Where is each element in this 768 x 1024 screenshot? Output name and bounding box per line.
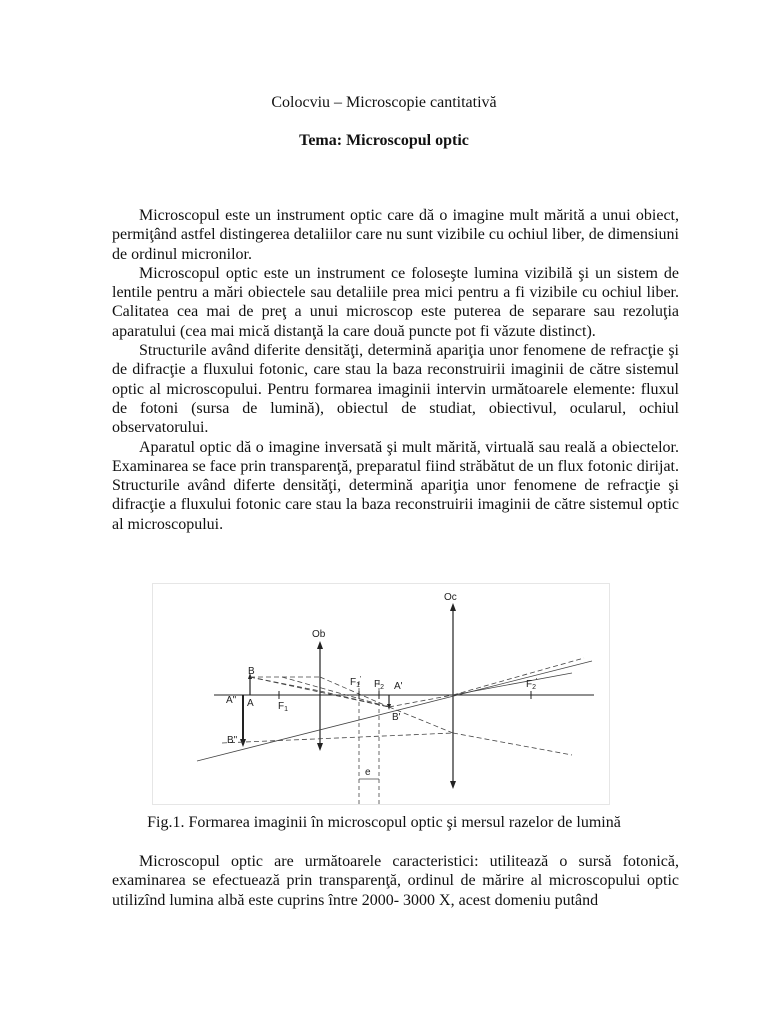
body-text-continued <box>112 852 679 910</box>
course-title: Colocviu – Microscopie cantitativă <box>271 94 497 111</box>
paragraph: Microscopul este un instrument optic care dă o imagine mult mărită a unui obiect, permiţând astfel distingerea detaliilor care nu sunt vizibile cu ochiul liber, de dimensiuni de ordinul micronilor. <box>112 207 679 263</box>
label-f1: $F_1$ <box>278 701 289 713</box>
figure-caption: Fig.1. Formarea imaginii în microscopul optic şi mersul razelor de lumină <box>147 814 621 831</box>
objective-arrow-top <box>317 641 323 649</box>
ray <box>250 677 320 691</box>
ray <box>453 658 584 695</box>
objective-arrow-bottom <box>317 743 323 751</box>
label-ob: Ob <box>312 629 326 640</box>
ray <box>389 695 453 707</box>
figure-frame <box>153 584 610 805</box>
paragraph: Structurile având diferite densităţi, determină apariţia unor fenomene de refracţie şi de difracţie a fluxului fotonic, care stau la baza reconstruirii imaginii de către sistemul optic al microscopului. Pentru formarea imaginii intervin următoarele elemente: fluxul de fotoni (sursa de lumină), obiectul de studiat, obiectivul, ocularul, ochiul observatorului. <box>112 342 679 437</box>
label-a-double: A" <box>226 695 237 706</box>
body-text <box>112 206 679 534</box>
optical-diagram <box>152 583 610 805</box>
virtual-ray <box>222 733 453 743</box>
virtual-ray <box>197 661 592 761</box>
label-b-double: B" <box>227 735 238 746</box>
topic-title: Tema: Microscopul optic <box>299 132 469 149</box>
label-f2: $F_2$ <box>374 679 385 691</box>
label-e: e <box>365 767 371 778</box>
paragraph: Microscopul optic are următoarele caracteristici: utilitează o sursă fotonică, examinarea se efectuează prin transparenţă, ordinul de mărire al microscopului optic utilizînd lumina albă este cuprins între 2000- 3000 X, acest domeniu putând <box>112 853 679 909</box>
paragraph: Aparatul optic dă o imagine inversată şi mult mărită, virtuală sau reală a obiectelor. Examinarea se face prin transparenţă, preparatul fiind străbătut de un flux fotonic dirijat. Structurile având diferte densităţi, determină apariţia unor fenomene de refracţie şi difracţie a fluxului fotonic care stau la baza reconstruirii imaginii de către sistemul optic al microscopului. <box>112 438 679 533</box>
final-image-arrow <box>240 739 246 747</box>
ray <box>282 677 389 707</box>
label-a: A <box>247 698 254 709</box>
label-f1-prime: $F_1'$ <box>350 676 362 689</box>
label-b-prime: B' <box>392 712 401 723</box>
ray <box>453 733 572 755</box>
label-oc: Oc <box>444 592 457 603</box>
ocular-arrow-top <box>450 603 456 611</box>
label-b: B <box>248 666 255 677</box>
paragraph: Microscopul optic este un instrument ce foloseşte lumina vizibilă şi un sistem de lentile pentru a mări obiectele sau detaliile prea mici pentru a fi vizibile cu ochiul liber. Calitatea cea mai de preţ a unui microscop este puterea de separare sau rezoluţia aparatului (cea mai mică distanţă la care două puncte pot fi văzute distinct). <box>112 264 679 340</box>
ocular-arrow-bottom <box>450 781 456 789</box>
label-a-prime: A' <box>394 681 403 692</box>
ray-diagram-svg <box>152 583 610 805</box>
label-f2-prime: $F_2'$ <box>526 678 538 691</box>
